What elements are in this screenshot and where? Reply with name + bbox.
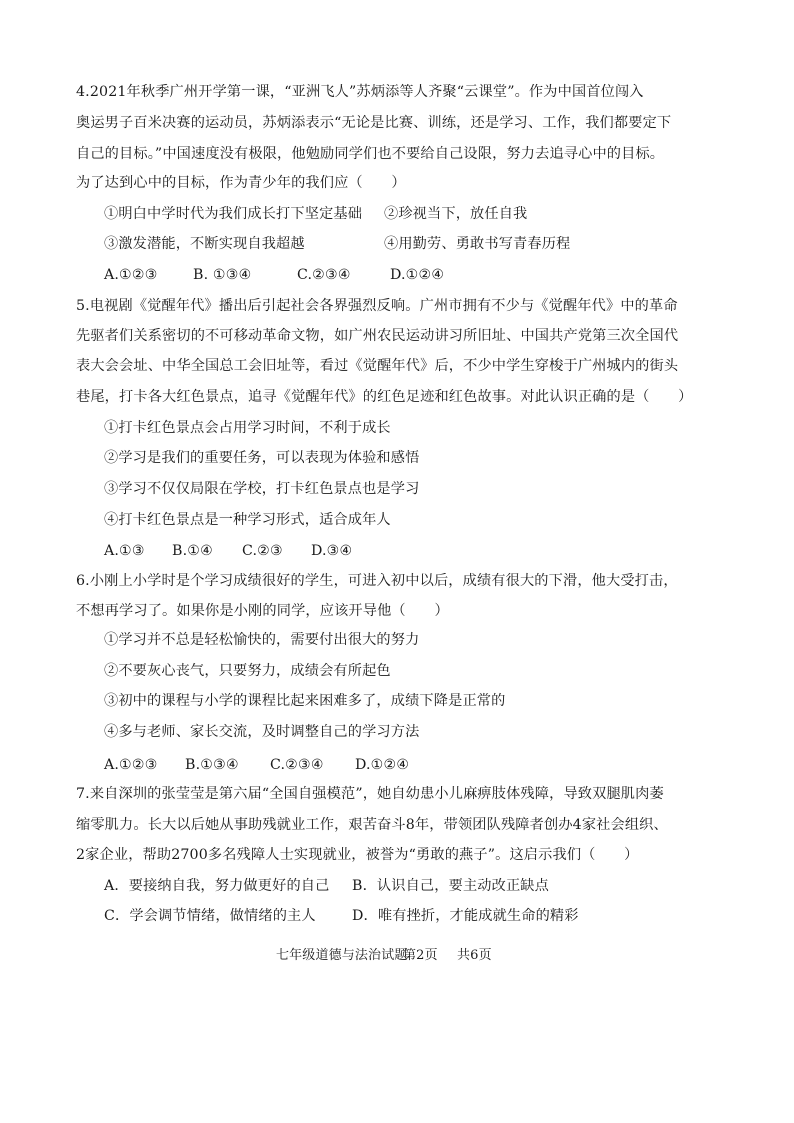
q4-answer-c: C.②③④ bbox=[297, 267, 351, 283]
q5-answer-c: C.②③ bbox=[242, 543, 283, 559]
q4-option-1: ①明白中学时代为我们成长打下坚定基础 bbox=[104, 206, 363, 222]
q6-answer-c: C.②③④ bbox=[270, 757, 324, 773]
q6-answer-d: D.①②④ bbox=[355, 757, 410, 773]
q5-answer-b: B.①④ bbox=[172, 543, 213, 559]
q5-stem-line-3: 表大会会址、中华全国总工会旧址等，看过《觉醒年代》后，不少中学生穿梭于广州城内的街头 bbox=[76, 358, 679, 374]
q4-stem-line-3: 自己的目标。”中国速度没有极限，他勉励同学们也不要给自己设限，努力去追寻心中的目标。 bbox=[76, 146, 665, 162]
footer-page-number: 第2页 bbox=[403, 948, 438, 963]
q4-stem-line-2: 奥运男子百米决赛的运动员，苏炳添表示“无论是比赛、训练，还是学习、工作，我们都要定下 bbox=[76, 115, 672, 131]
q5-answer-a: A.①③ bbox=[104, 543, 145, 559]
q6-answer-b: B.①③④ bbox=[185, 757, 239, 773]
q7-option-b: B．认识自己，要主动改正缺点 bbox=[352, 878, 549, 894]
q7-option-a: A．要接纳自我，努力做更好的自己 bbox=[104, 878, 330, 894]
footer-total-pages: 共6页 bbox=[457, 948, 492, 963]
q6-option-2: ②不要灰心丧气，只要努力，成绩会有所起色 bbox=[104, 663, 391, 679]
q5-option-3: ③学习不仅仅局限在学校，打卡红色景点也是学习 bbox=[104, 481, 420, 497]
q6-option-4: ④多与老师、家长交流，及时调整自己的学习方法 bbox=[104, 724, 420, 740]
q6-answer-a: A.①②③ bbox=[104, 757, 158, 773]
q5-option-2: ②学习是我们的重要任务，可以表现为体验和感悟 bbox=[104, 450, 420, 466]
q5-stem-line-2: 先驱者们关系密切的不可移动革命文物，如广州农民运动讲习所旧址、中国共产党第三次全国代 bbox=[76, 328, 679, 344]
q4-answer-b: B. ①③④ bbox=[193, 267, 252, 283]
q7-stem-line-2: 缩零肌力。长大以后她从事助残就业工作，艰苦奋斗8年，带领团队残障者创办4家社会组织、 bbox=[76, 817, 668, 833]
q6-option-3: ③初中的课程与小学的课程比起来困难多了，成绩下降是正常的 bbox=[104, 693, 506, 709]
q7-option-d: D．唯有挫折，才能成就生命的精彩 bbox=[352, 908, 579, 924]
q4-option-2: ②珍视当下，放任自我 bbox=[384, 206, 528, 222]
q5-option-4: ④打卡红色景点是一种学习形式，适合成年人 bbox=[104, 512, 391, 528]
q5-stem-line-1: 5.电视剧《觉醒年代》播出后引起社会各界强烈反响。广州市拥有不少与《觉醒年代》中的革命 bbox=[76, 298, 678, 314]
q5-answer-d: D.③④ bbox=[311, 543, 353, 559]
q4-option-4: ④用勤劳、勇敢书写青春历程 bbox=[384, 236, 571, 252]
q4-option-3: ③激发潜能，不断实现自我超越 bbox=[104, 236, 305, 252]
q7-stem-line-3: 2家企业，帮助2700多名残障人士实现就业，被誉为“勇敢的燕子”。这启示我们（ ） bbox=[76, 847, 639, 863]
q6-option-1: ①学习并不总是轻松愉快的，需要付出很大的努力 bbox=[104, 632, 420, 648]
footer-subject: 七年级道德与法治试题 bbox=[276, 948, 408, 963]
q6-stem-line-2: 不想再学习了。如果你是小刚的同学，应该开导他（ ） bbox=[76, 603, 449, 619]
q7-option-c: C．学会调节情绪，做情绪的主人 bbox=[104, 908, 316, 924]
q4-stem-line-1: 4.2021年秋季广州开学第一课，“亚洲飞人”苏炳添等人齐聚“云课堂”。作为中国首位闯入 bbox=[76, 84, 644, 100]
q7-stem-line-1: 7.来自深圳的张莹莹是第六届“全国自强模范”，她自幼患小儿麻痹肢体残障，导致双腿肌肉萎 bbox=[76, 786, 664, 802]
q4-answer-d: D.①②④ bbox=[390, 267, 445, 283]
q4-answer-a: A.①②③ bbox=[104, 267, 158, 283]
q6-stem-line-1: 6.小刚上小学时是个学习成绩很好的学生，可进入初中以后，成绩有很大的下滑，他大受打击， bbox=[76, 573, 678, 589]
q5-option-1: ①打卡红色景点会占用学习时间，不利于成长 bbox=[104, 420, 391, 436]
q5-stem-line-4: 巷尾，打卡各大红色景点，追寻《觉醒年代》的红色足迹和红色故事。对此认识正确的是（ ） bbox=[76, 389, 693, 405]
q4-stem-line-4: 为了达到心中的目标，作为青少年的我们应（ ） bbox=[76, 175, 406, 191]
